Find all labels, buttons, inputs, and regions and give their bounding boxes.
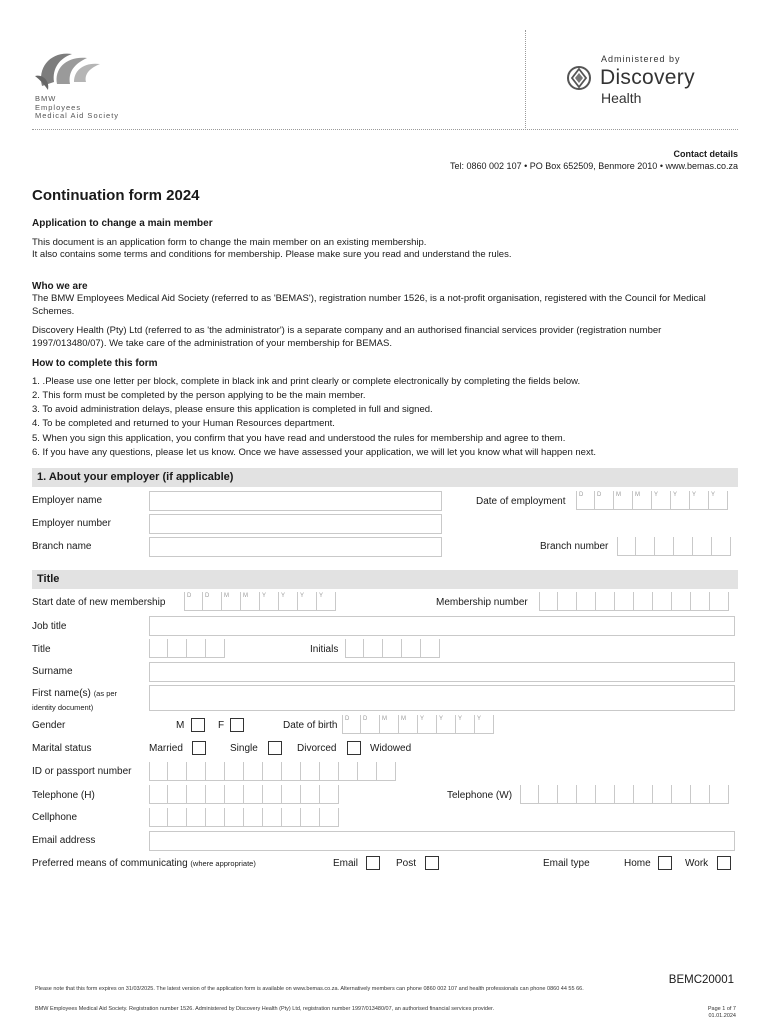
char-box[interactable] <box>263 808 282 827</box>
char-box[interactable] <box>225 785 244 804</box>
start-date-label: Start date of new membership <box>32 597 166 608</box>
footer-note: Please note that this form expires on 31/03/2025. The latest version of the application form is available on www.bemas.co.za. Alternatively members can phone 0860 002 107 and health professionals can phone 0860 44 55 66. <box>35 986 584 992</box>
section-1-title: 1. About your employer (if applicable) <box>37 471 234 483</box>
date-box[interactable]: D <box>595 491 614 510</box>
char-box[interactable] <box>244 785 263 804</box>
char-box[interactable] <box>674 537 693 556</box>
char-box[interactable] <box>634 785 653 804</box>
id-number-boxes[interactable] <box>149 762 396 781</box>
date-of-employment-label: Date of employment <box>476 496 566 507</box>
char-box[interactable] <box>244 762 263 781</box>
telephone-h-label: Telephone (H) <box>32 790 95 801</box>
divorced-label: Divorced <box>297 743 337 754</box>
email-type-work-checkbox[interactable] <box>717 856 731 870</box>
char-box[interactable] <box>345 639 364 658</box>
email-type-work-label: Work <box>685 858 709 869</box>
intro-line-2: It also contains some terms and conditions for membership. Please make sure you read and understand the rules. <box>32 249 512 260</box>
pref-post-checkbox[interactable] <box>425 856 439 870</box>
pref-email-label: Email <box>333 858 359 869</box>
char-box[interactable] <box>149 639 168 658</box>
date-box[interactable]: Y <box>279 592 298 611</box>
date-box[interactable]: M <box>633 491 652 510</box>
title-boxes[interactable] <box>149 639 225 658</box>
char-box[interactable] <box>539 785 558 804</box>
who-heading: Who we are <box>32 281 88 292</box>
employer-name-label: Employer name <box>32 495 103 506</box>
intro-line-1: This document is an application form to change the main member on an existing membership. <box>32 237 427 248</box>
char-box[interactable] <box>244 808 263 827</box>
char-box[interactable] <box>206 785 225 804</box>
surname-label: Surname <box>32 666 73 677</box>
char-box[interactable] <box>263 785 282 804</box>
who-para-1: The BMW Employees Medical Aid Society (referred to as 'BEMAS'), registration number 1526, is a not-profit organisation, registered with the Council for Medical Schemes. <box>32 293 706 317</box>
date-of-employment-boxes[interactable] <box>576 491 728 510</box>
membership-number-label: Membership number <box>436 597 528 608</box>
char-box[interactable] <box>320 762 339 781</box>
email-address-field[interactable] <box>149 831 735 851</box>
job-title-label: Job title <box>32 621 67 632</box>
how-item: 2. This form must be completed by the person applying to be the main member. <box>32 390 366 401</box>
char-box[interactable] <box>710 785 729 804</box>
who-para-2: Discovery Health (Pty) Ltd (referred to as 'the administrator') is a separate company and an authorised financial services provider (registration number 1997/013480/07). We take care of the administration of your membership for BEMAS. <box>32 325 662 349</box>
date-box[interactable]: Y <box>652 491 671 510</box>
char-box[interactable] <box>320 808 339 827</box>
date-box[interactable]: Y <box>298 592 317 611</box>
intro-heading: Application to change a main member <box>32 218 213 229</box>
gender-female-label: F <box>218 720 225 731</box>
char-box[interactable] <box>149 785 168 804</box>
date-box[interactable]: M <box>222 592 241 611</box>
char-box[interactable] <box>653 785 672 804</box>
section-2-title: Title <box>37 573 60 585</box>
char-box[interactable] <box>577 592 596 611</box>
char-box[interactable] <box>383 639 402 658</box>
footer-line: BMW Employees Medical Aid Society. Registration number 1526. Administered by Discovery Health (Pty) Ltd, registration number 1997/013480/07, an authorised financial services provider. <box>35 1006 495 1012</box>
email-type-home-label: Home <box>624 858 651 869</box>
date-box[interactable]: D <box>576 491 595 510</box>
char-box[interactable] <box>206 808 225 827</box>
char-box[interactable] <box>421 639 440 658</box>
how-item: 3. To avoid administration delays, please ensure this application is completed in full and signed. <box>32 404 433 415</box>
char-box[interactable] <box>617 537 636 556</box>
email-type-home-checkbox[interactable] <box>658 856 672 870</box>
char-box[interactable] <box>149 808 168 827</box>
char-box[interactable] <box>693 537 712 556</box>
char-box[interactable] <box>402 639 421 658</box>
char-box[interactable] <box>558 592 577 611</box>
id-number-label: ID or passport number <box>32 766 132 777</box>
header-divider-horizontal <box>32 129 738 130</box>
char-box[interactable] <box>187 785 206 804</box>
contact-heading: Contact details <box>673 149 738 159</box>
char-box[interactable] <box>596 785 615 804</box>
how-item: 1. .Please use one letter per block, complete in black ink and print clearly or complete electronically by completing the fields below. <box>32 376 581 387</box>
char-box[interactable] <box>364 639 383 658</box>
how-heading: How to complete this form <box>32 358 158 369</box>
date-box[interactable]: Y <box>437 715 456 734</box>
header-divider-vertical <box>525 30 526 130</box>
how-item: 4. To be completed and returned to your Human Resources department. <box>32 418 335 429</box>
date-box[interactable]: Y <box>475 715 494 734</box>
char-box[interactable] <box>339 762 358 781</box>
char-box[interactable] <box>187 639 206 658</box>
char-box[interactable] <box>672 785 691 804</box>
membership-number-boxes[interactable] <box>539 592 729 611</box>
date-box[interactable]: Y <box>709 491 728 510</box>
char-box[interactable] <box>539 592 558 611</box>
first-names-note: identity document) <box>32 703 94 712</box>
administrator-subname: Health <box>601 90 642 106</box>
telephone-w-boxes[interactable] <box>520 785 729 804</box>
section-2-header <box>32 570 738 589</box>
job-title-field[interactable] <box>149 616 735 636</box>
administrator-name: Discovery <box>600 66 695 89</box>
divorced-checkbox[interactable] <box>347 741 361 755</box>
char-box[interactable] <box>301 785 320 804</box>
date-box[interactable]: Y <box>671 491 690 510</box>
section-1-header <box>32 468 738 487</box>
char-box[interactable] <box>636 537 655 556</box>
char-box[interactable] <box>712 537 731 556</box>
surname-field[interactable] <box>149 662 735 682</box>
char-box[interactable] <box>149 762 168 781</box>
employer-number-field[interactable] <box>149 514 442 534</box>
initials-label: Initials <box>310 644 339 655</box>
char-box[interactable] <box>225 808 244 827</box>
cellphone-label: Cellphone <box>32 812 78 823</box>
email-address-label: Email address <box>32 835 96 846</box>
char-box[interactable] <box>377 762 396 781</box>
char-box[interactable] <box>691 785 710 804</box>
pref-email-checkbox[interactable] <box>366 856 380 870</box>
contact-line: Tel: 0860 002 107 • PO Box 652509, Benmore 2010 • www.bemas.co.za <box>450 161 738 171</box>
telephone-h-boxes[interactable] <box>149 785 339 804</box>
char-box[interactable] <box>320 785 339 804</box>
char-box[interactable] <box>672 592 691 611</box>
char-box[interactable] <box>615 785 634 804</box>
char-box[interactable] <box>168 639 187 658</box>
char-box[interactable] <box>615 592 634 611</box>
page-info <box>708 1006 736 1019</box>
form-code: BEMC20001 <box>668 974 734 986</box>
gender-female-checkbox[interactable] <box>230 718 244 732</box>
char-box[interactable] <box>634 592 653 611</box>
char-box[interactable] <box>168 762 187 781</box>
date-box[interactable]: Y <box>418 715 437 734</box>
email-type-label: Email type <box>543 858 590 869</box>
char-box[interactable] <box>206 762 225 781</box>
date-box[interactable]: Y <box>456 715 475 734</box>
char-box[interactable] <box>263 762 282 781</box>
first-names-label: First name(s) (as per <box>32 688 118 699</box>
cellphone-boxes[interactable] <box>149 808 339 827</box>
char-box[interactable] <box>187 808 206 827</box>
org-name: BMW Employees Medical Aid Society <box>35 94 120 120</box>
char-box[interactable] <box>168 785 187 804</box>
administered-by: Administered by <box>601 54 681 64</box>
date-box[interactable]: Y <box>690 491 709 510</box>
char-box[interactable] <box>655 537 674 556</box>
char-box[interactable] <box>301 762 320 781</box>
char-box[interactable] <box>282 785 301 804</box>
single-label: Single <box>230 743 258 754</box>
char-box[interactable] <box>520 785 539 804</box>
married-label: Married <box>149 743 183 754</box>
char-box[interactable] <box>225 762 244 781</box>
char-box[interactable] <box>301 808 320 827</box>
char-box[interactable] <box>282 808 301 827</box>
date-box[interactable]: D <box>361 715 380 734</box>
char-box[interactable] <box>187 762 206 781</box>
gender-male-checkbox[interactable] <box>191 718 205 732</box>
date-box[interactable]: Y <box>260 592 279 611</box>
branch-name-label: Branch name <box>32 541 92 552</box>
char-box[interactable] <box>206 639 225 658</box>
char-box[interactable] <box>358 762 377 781</box>
date-box[interactable]: Y <box>317 592 336 611</box>
char-box[interactable] <box>168 808 187 827</box>
single-checkbox[interactable] <box>268 741 282 755</box>
date-box[interactable]: D <box>342 715 361 734</box>
how-item: 5. When you sign this application, you confirm that you have read and understood the rules for membership and agree to them. <box>32 433 566 444</box>
widowed-label: Widowed <box>370 743 412 754</box>
form-title: Continuation form 2024 <box>32 187 200 204</box>
char-box[interactable] <box>691 592 710 611</box>
form-date: 01.01.2024 <box>708 1012 736 1019</box>
pref-post-label: Post <box>396 858 417 869</box>
char-box[interactable] <box>577 785 596 804</box>
date-box[interactable]: M <box>380 715 399 734</box>
branch-number-boxes[interactable] <box>617 537 731 556</box>
date-box[interactable]: M <box>399 715 418 734</box>
preferred-means-label: Preferred means of communicating (where appropriate) <box>32 858 256 869</box>
gender-male-label: M <box>176 720 185 731</box>
page-number: Page 1 of 7 <box>707 1006 736 1012</box>
start-date-boxes[interactable] <box>184 592 336 611</box>
telephone-w-label: Telephone (W) <box>447 790 513 801</box>
employer-number-label: Employer number <box>32 518 111 529</box>
initials-boxes[interactable] <box>345 639 440 658</box>
marital-status-label: Marital status <box>32 743 92 754</box>
char-box[interactable] <box>558 785 577 804</box>
first-names-field[interactable] <box>149 685 735 711</box>
how-item: 6. If you have any questions, please let us know. Once we have assessed your application, we will let you know what will happen next. <box>32 447 596 458</box>
married-checkbox[interactable] <box>192 741 206 755</box>
date-of-birth-label: Date of birth <box>283 720 338 731</box>
employer-name-field[interactable] <box>149 491 442 511</box>
char-box[interactable] <box>596 592 615 611</box>
date-of-birth-boxes[interactable] <box>342 715 494 734</box>
char-box[interactable] <box>282 762 301 781</box>
char-box[interactable] <box>710 592 729 611</box>
date-box[interactable]: D <box>184 592 203 611</box>
char-box[interactable] <box>653 592 672 611</box>
discovery-logo-icon <box>566 63 590 93</box>
branch-name-field[interactable] <box>149 537 442 557</box>
date-box[interactable]: M <box>241 592 260 611</box>
gender-label: Gender <box>32 720 66 731</box>
branch-number-label: Branch number <box>540 541 609 552</box>
date-box[interactable]: M <box>614 491 633 510</box>
date-box[interactable]: D <box>203 592 222 611</box>
title-label: Title <box>32 644 51 655</box>
